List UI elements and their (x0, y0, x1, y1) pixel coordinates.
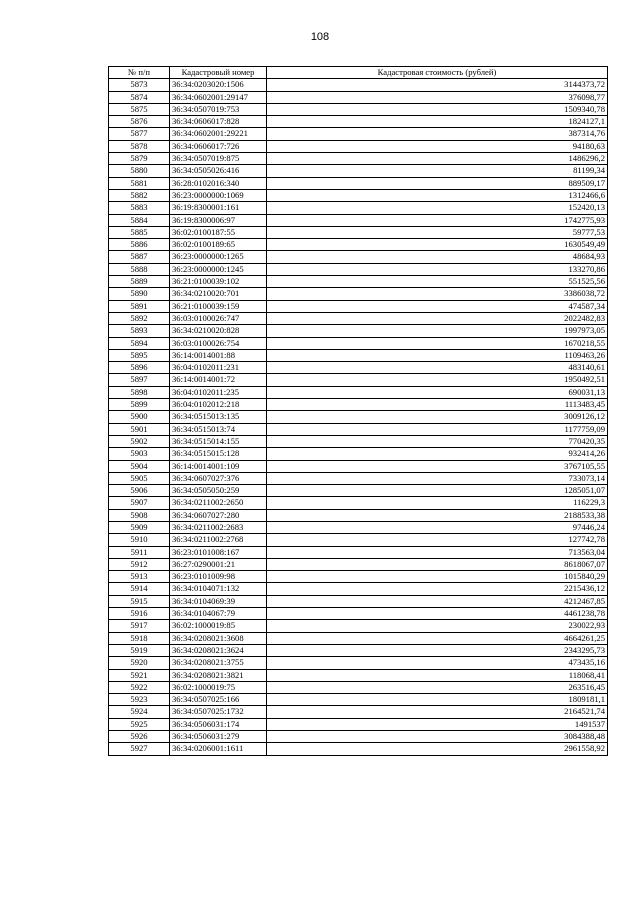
row-number-cell: 5880 (109, 165, 170, 177)
table-row (109, 423, 608, 435)
cadastral-number-cell: 36:34:0515013:135 (170, 411, 267, 423)
cadastral-number-cell: 36:23:0101008:167 (170, 546, 267, 558)
cadastral-number-cell: 36:23:0101009:98 (170, 571, 267, 583)
cadastral-value-cell: 118068,41 (267, 669, 608, 681)
table-row (109, 116, 608, 128)
cadastral-number-cell: 36:03:0100026:754 (170, 337, 267, 349)
row-number-cell: 5898 (109, 386, 170, 398)
row-number-cell: 5896 (109, 362, 170, 374)
row-number-cell: 5915 (109, 595, 170, 607)
row-number-cell: 5884 (109, 214, 170, 226)
table-row (109, 681, 608, 693)
row-number-cell: 5909 (109, 521, 170, 533)
cadastral-number-cell: 36:02:1000019:75 (170, 681, 267, 693)
cadastral-value-cell: 94180,63 (267, 140, 608, 152)
cadastral-value-cell: 376098,77 (267, 91, 608, 103)
cadastral-number-cell: 36:34:0208021:3624 (170, 644, 267, 656)
row-number-cell: 5923 (109, 694, 170, 706)
cadastral-number-cell: 36:34:0507019:753 (170, 103, 267, 115)
cadastral-value-cell: 483140,61 (267, 362, 608, 374)
cadastral-number-cell: 36:19:8300006:97 (170, 214, 267, 226)
table-row (109, 165, 608, 177)
cadastral-value-table (108, 66, 608, 756)
row-number-cell: 5904 (109, 460, 170, 472)
cadastral-value-cell: 1809181,1 (267, 694, 608, 706)
table-row (109, 694, 608, 706)
row-number-cell: 5900 (109, 411, 170, 423)
row-number-cell: 5885 (109, 226, 170, 238)
table-row (109, 128, 608, 140)
cadastral-number-cell: 36:34:0602001:29147 (170, 91, 267, 103)
cadastral-value-cell: 474587,34 (267, 300, 608, 312)
table-row (109, 337, 608, 349)
table-row (109, 435, 608, 447)
cadastral-number-cell: 36:27:0290001:21 (170, 558, 267, 570)
cadastral-value-cell: 1015840,29 (267, 571, 608, 583)
row-number-cell: 5891 (109, 300, 170, 312)
cadastral-number-cell: 36:34:0607027:376 (170, 472, 267, 484)
row-number-cell: 5917 (109, 620, 170, 632)
cadastral-number-cell: 36:34:0606017:726 (170, 140, 267, 152)
column-header-cadastral-number: Кадастровый номер (170, 67, 267, 79)
cadastral-value-cell: 8618067,07 (267, 558, 608, 570)
row-number-cell: 5893 (109, 325, 170, 337)
cadastral-value-cell: 2215436,12 (267, 583, 608, 595)
cadastral-number-cell: 36:14:0014001:109 (170, 460, 267, 472)
cadastral-value-cell: 230022,93 (267, 620, 608, 632)
table-row (109, 669, 608, 681)
page-number: 108 (310, 31, 330, 43)
cadastral-number-cell: 36:34:0210020:701 (170, 288, 267, 300)
cadastral-value-cell: 1113483,45 (267, 399, 608, 411)
table-row (109, 276, 608, 288)
cadastral-value-cell: 3009126,12 (267, 411, 608, 423)
cadastral-value-cell: 152420,13 (267, 202, 608, 214)
cadastral-number-cell: 36:34:0104071:132 (170, 583, 267, 595)
table-row (109, 534, 608, 546)
cadastral-value-cell: 1950492,51 (267, 374, 608, 386)
cadastral-value-cell: 1509340,78 (267, 103, 608, 115)
row-number-cell: 5921 (109, 669, 170, 681)
row-number-cell: 5914 (109, 583, 170, 595)
cadastral-value-cell: 2343295,73 (267, 644, 608, 656)
table-row (109, 509, 608, 521)
cadastral-number-cell: 36:23:0000000:1265 (170, 251, 267, 263)
cadastral-value-cell: 81199,34 (267, 165, 608, 177)
cadastral-number-cell: 36:34:0507025:166 (170, 694, 267, 706)
cadastral-number-cell: 36:21:0100039:102 (170, 276, 267, 288)
table-row (109, 79, 608, 91)
row-number-cell: 5878 (109, 140, 170, 152)
table-row (109, 103, 608, 115)
cadastral-number-cell: 36:28:0102016:340 (170, 177, 267, 189)
table-row (109, 399, 608, 411)
cadastral-number-cell: 36:34:0206001:1611 (170, 743, 267, 755)
cadastral-number-cell: 36:34:0208021:3755 (170, 657, 267, 669)
row-number-cell: 5888 (109, 263, 170, 275)
cadastral-value-cell: 551525,56 (267, 276, 608, 288)
table-row (109, 411, 608, 423)
row-number-cell: 5906 (109, 485, 170, 497)
cadastral-number-cell: 36:34:0505050:259 (170, 485, 267, 497)
cadastral-value-cell: 97446,24 (267, 521, 608, 533)
table-row (109, 140, 608, 152)
table-row (109, 349, 608, 361)
cadastral-value-cell: 1997973,05 (267, 325, 608, 337)
row-number-cell: 5892 (109, 312, 170, 324)
column-header-number: № п/п (109, 67, 170, 79)
cadastral-number-cell: 36:34:0515015:128 (170, 448, 267, 460)
table-row (109, 706, 608, 718)
row-number-cell: 5876 (109, 116, 170, 128)
cadastral-value-cell: 1177759,09 (267, 423, 608, 435)
row-number-cell: 5920 (109, 657, 170, 669)
cadastral-number-cell: 36:34:0211002:2683 (170, 521, 267, 533)
cadastral-value-cell: 59777,53 (267, 226, 608, 238)
cadastral-number-cell: 36:03:0100026:747 (170, 312, 267, 324)
cadastral-number-cell: 36:21:0100039:159 (170, 300, 267, 312)
row-number-cell: 5899 (109, 399, 170, 411)
cadastral-number-cell: 36:04:0102012:218 (170, 399, 267, 411)
cadastral-number-cell: 36:34:0104067:79 (170, 608, 267, 620)
cadastral-number-cell: 36:34:0606017:828 (170, 116, 267, 128)
table-row (109, 620, 608, 632)
cadastral-value-cell: 1491537 (267, 718, 608, 730)
table-row (109, 177, 608, 189)
cadastral-value-cell: 133270,86 (267, 263, 608, 275)
cadastral-number-cell: 36:34:0505026:416 (170, 165, 267, 177)
row-number-cell: 5910 (109, 534, 170, 546)
cadastral-value-cell: 4461238,78 (267, 608, 608, 620)
row-number-cell: 5875 (109, 103, 170, 115)
cadastral-value-cell: 1312466,6 (267, 189, 608, 201)
table-row (109, 546, 608, 558)
row-number-cell: 5924 (109, 706, 170, 718)
table-row (109, 263, 608, 275)
table-row (109, 731, 608, 743)
row-number-cell: 5912 (109, 558, 170, 570)
cadastral-number-cell: 36:34:0203020:1506 (170, 79, 267, 91)
table-row (109, 472, 608, 484)
cadastral-value-cell: 1630549,49 (267, 239, 608, 251)
row-number-cell: 5897 (109, 374, 170, 386)
row-number-cell: 5889 (109, 276, 170, 288)
row-number-cell: 5905 (109, 472, 170, 484)
cadastral-value-cell: 1486296,2 (267, 153, 608, 165)
table-row (109, 460, 608, 472)
table-row (109, 300, 608, 312)
cadastral-value-cell: 713563,04 (267, 546, 608, 558)
row-number-cell: 5911 (109, 546, 170, 558)
row-number-cell: 5886 (109, 239, 170, 251)
row-number-cell: 5901 (109, 423, 170, 435)
cadastral-value-cell: 3084388,48 (267, 731, 608, 743)
table-row (109, 91, 608, 103)
cadastral-value-cell: 127742,78 (267, 534, 608, 546)
cadastral-number-cell: 36:19:8300001:161 (170, 202, 267, 214)
cadastral-number-cell: 36:34:0602001:29221 (170, 128, 267, 140)
row-number-cell: 5903 (109, 448, 170, 460)
cadastral-number-cell: 36:34:0506031:174 (170, 718, 267, 730)
table-row (109, 325, 608, 337)
cadastral-value-cell: 690031,13 (267, 386, 608, 398)
cadastral-value-cell: 3144373,72 (267, 79, 608, 91)
cadastral-number-cell: 36:04:0102011:231 (170, 362, 267, 374)
cadastral-number-cell: 36:34:0104069:39 (170, 595, 267, 607)
cadastral-number-cell: 36:02:0100187:55 (170, 226, 267, 238)
row-number-cell: 5918 (109, 632, 170, 644)
table-body (109, 79, 608, 755)
row-number-cell: 5895 (109, 349, 170, 361)
cadastral-number-cell: 36:34:0211002:2650 (170, 497, 267, 509)
table-row (109, 644, 608, 656)
cadastral-value-cell: 48684,93 (267, 251, 608, 263)
cadastral-number-cell: 36:34:0210020:828 (170, 325, 267, 337)
cadastral-value-cell: 2022482,83 (267, 312, 608, 324)
row-number-cell: 5913 (109, 571, 170, 583)
table-row (109, 239, 608, 251)
table-row (109, 251, 608, 263)
table-row (109, 521, 608, 533)
cadastral-value-cell: 1742775,93 (267, 214, 608, 226)
cadastral-number-cell: 36:04:0102011:235 (170, 386, 267, 398)
row-number-cell: 5883 (109, 202, 170, 214)
row-number-cell: 5902 (109, 435, 170, 447)
cadastral-value-cell: 932414,26 (267, 448, 608, 460)
cadastral-value-cell: 1670218,55 (267, 337, 608, 349)
cadastral-number-cell: 36:02:1000019:85 (170, 620, 267, 632)
table-row (109, 558, 608, 570)
column-header-cadastral-value: Кадастровая стоимость (рублей) (267, 67, 608, 79)
cadastral-value-cell: 473435,16 (267, 657, 608, 669)
table-row (109, 226, 608, 238)
table-row (109, 657, 608, 669)
cadastral-number-cell: 36:34:0607027:280 (170, 509, 267, 521)
row-number-cell: 5894 (109, 337, 170, 349)
cadastral-number-cell: 36:34:0208021:3608 (170, 632, 267, 644)
cadastral-value-cell: 2188533,38 (267, 509, 608, 521)
table-row (109, 386, 608, 398)
row-number-cell: 5916 (109, 608, 170, 620)
table-row (109, 485, 608, 497)
table-row (109, 743, 608, 755)
row-number-cell: 5922 (109, 681, 170, 693)
table-row (109, 448, 608, 460)
cadastral-value-cell: 1285051,07 (267, 485, 608, 497)
cadastral-number-cell: 36:34:0515013:74 (170, 423, 267, 435)
row-number-cell: 5877 (109, 128, 170, 140)
table-row (109, 202, 608, 214)
cadastral-number-cell: 36:34:0208021:3821 (170, 669, 267, 681)
cadastral-value-cell: 1109463,26 (267, 349, 608, 361)
table-row (109, 632, 608, 644)
row-number-cell: 5873 (109, 79, 170, 91)
row-number-cell: 5927 (109, 743, 170, 755)
cadastral-number-cell: 36:23:0000000:1069 (170, 189, 267, 201)
table-row (109, 214, 608, 226)
row-number-cell: 5907 (109, 497, 170, 509)
table-row (109, 362, 608, 374)
row-number-cell: 5874 (109, 91, 170, 103)
table-row (109, 374, 608, 386)
table-row (109, 497, 608, 509)
table-row (109, 718, 608, 730)
row-number-cell: 5908 (109, 509, 170, 521)
cadastral-number-cell: 36:14:0014001:72 (170, 374, 267, 386)
row-number-cell: 5890 (109, 288, 170, 300)
table-header-row (109, 67, 608, 79)
cadastral-value-cell: 733073,14 (267, 472, 608, 484)
row-number-cell: 5925 (109, 718, 170, 730)
table-row (109, 583, 608, 595)
cadastral-number-cell: 36:34:0515014:155 (170, 435, 267, 447)
row-number-cell: 5926 (109, 731, 170, 743)
cadastral-number-cell: 36:23:0000000:1245 (170, 263, 267, 275)
cadastral-number-cell: 36:14:0014001:88 (170, 349, 267, 361)
cadastral-value-cell: 116229,3 (267, 497, 608, 509)
cadastral-number-cell: 36:02:0100189:65 (170, 239, 267, 251)
row-number-cell: 5882 (109, 189, 170, 201)
table-row (109, 153, 608, 165)
cadastral-value-cell: 4212467,85 (267, 595, 608, 607)
cadastral-value-cell: 770420,35 (267, 435, 608, 447)
row-number-cell: 5881 (109, 177, 170, 189)
table-row (109, 288, 608, 300)
cadastral-value-cell: 2961558,92 (267, 743, 608, 755)
table-row (109, 595, 608, 607)
table-row (109, 608, 608, 620)
cadastral-value-cell: 3767105,55 (267, 460, 608, 472)
table-row (109, 571, 608, 583)
table-row (109, 312, 608, 324)
row-number-cell: 5879 (109, 153, 170, 165)
cadastral-value-cell: 2164521,74 (267, 706, 608, 718)
table-row (109, 189, 608, 201)
cadastral-value-cell: 3386038,72 (267, 288, 608, 300)
cadastral-number-cell: 36:34:0507019:875 (170, 153, 267, 165)
cadastral-number-cell: 36:34:0211002:2768 (170, 534, 267, 546)
cadastral-value-cell: 387314,76 (267, 128, 608, 140)
cadastral-value-cell: 889509,17 (267, 177, 608, 189)
row-number-cell: 5919 (109, 644, 170, 656)
cadastral-number-cell: 36:34:0506031:279 (170, 731, 267, 743)
cadastral-value-cell: 4664261,25 (267, 632, 608, 644)
cadastral-value-cell: 263516,45 (267, 681, 608, 693)
cadastral-number-cell: 36:34:0507025:1732 (170, 706, 267, 718)
row-number-cell: 5887 (109, 251, 170, 263)
cadastral-value-cell: 1824127,1 (267, 116, 608, 128)
